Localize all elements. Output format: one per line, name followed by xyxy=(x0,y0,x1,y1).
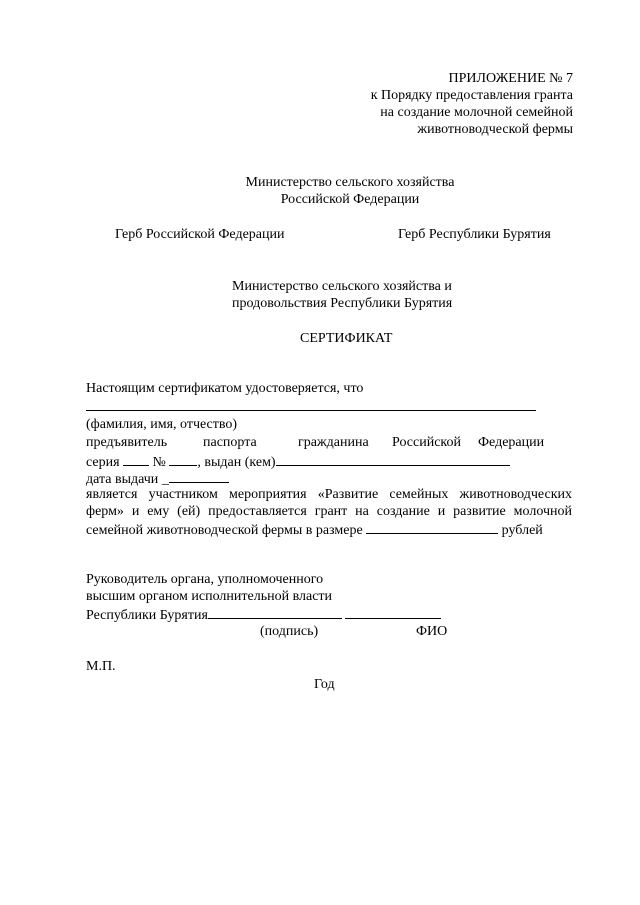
fio-blank-line xyxy=(86,397,536,411)
issue-date-blank xyxy=(169,469,229,483)
certificate-intro: Настоящим сертификатом удостоверяется, что xyxy=(86,381,364,396)
issue-date-label: дата выдачи xyxy=(86,472,159,487)
signature-line-2: высшим органом исполнительной власти xyxy=(86,589,333,604)
fio-signature-blank xyxy=(345,605,441,619)
issue-date-prefix: _ xyxy=(161,472,169,487)
series-label: серия xyxy=(86,455,120,470)
appendix-line-2: на создание молочной семейной xyxy=(380,105,573,120)
number-label: № xyxy=(152,455,166,470)
passport-word-3: гражданина xyxy=(298,435,369,450)
appendix-line-1: к Порядку предоставления гранта xyxy=(370,88,573,103)
passport-word-4: Российской xyxy=(392,435,461,450)
passport-word-1: предъявитель xyxy=(86,435,168,450)
signature-blank xyxy=(208,605,342,619)
issued-label: , выдан (кем) xyxy=(197,455,276,470)
sign-caption: (подпись) xyxy=(260,624,319,639)
fio-caption: (фамилия, имя, отчество) xyxy=(86,417,238,432)
signature-line-1: Руководитель органа, уполномоченного xyxy=(86,572,324,587)
number-blank xyxy=(169,452,197,466)
grant-amount-blank xyxy=(366,520,498,534)
passport-word-2: паспорта xyxy=(203,435,257,450)
ministry-rf-line-2: Российской Федерации xyxy=(280,192,420,207)
participant-line-1: является участником мероприятия «Развитие семейных животноводческих xyxy=(86,487,572,502)
region-label: Республики Бурятия xyxy=(86,608,208,623)
fio-signature-caption: ФИО xyxy=(416,624,448,639)
certificate-title: СЕРТИФИКАТ xyxy=(300,331,393,346)
passport-word-5: Федерации xyxy=(478,435,545,450)
grant-amount-label: семейной животноводческой фермы в размере xyxy=(86,523,363,538)
participant-line-3 xyxy=(86,520,543,539)
year-label: Год xyxy=(314,677,335,692)
participant-line-2: ферм» и ему (ей) предоставляется грант на создание и развитие молочной xyxy=(86,504,572,519)
emblem-rf-label: Герб Российской Федерации xyxy=(115,227,285,242)
ministry-rf-line-1: Министерство сельского хозяйства xyxy=(245,175,455,190)
ministry-rb-line-1: Министерство сельского хозяйства и xyxy=(232,279,452,294)
rubles-label: рублей xyxy=(501,523,543,538)
emblem-buryatia-label: Герб Республики Бурятия xyxy=(398,227,551,242)
ministry-rb-line-2: продовольствия Республики Бурятия xyxy=(232,296,453,311)
appendix-line-3: животноводческой фермы xyxy=(417,122,573,137)
stamp-label: М.П. xyxy=(86,659,116,674)
issued-by-blank xyxy=(276,452,510,466)
series-blank xyxy=(123,452,149,466)
signature-line-3 xyxy=(86,605,441,624)
appendix-title: ПРИЛОЖЕНИЕ № 7 xyxy=(448,71,573,86)
